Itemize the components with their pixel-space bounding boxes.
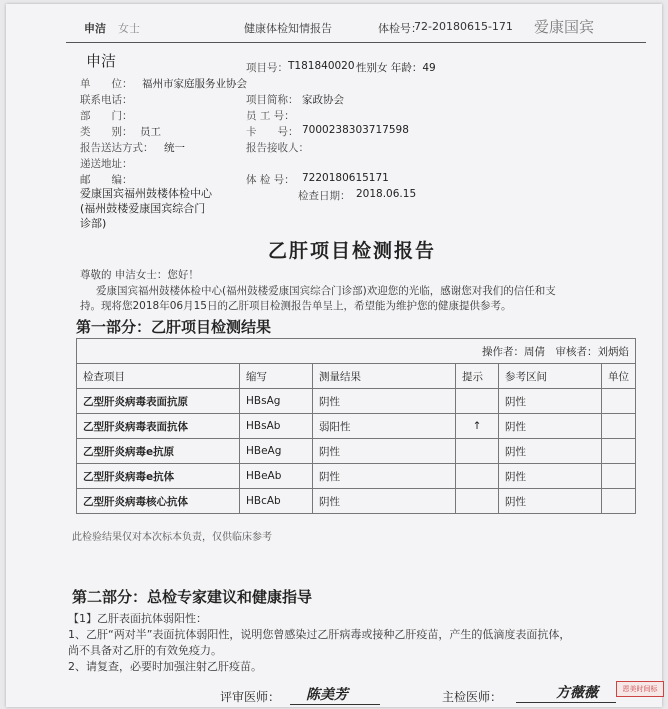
- center-line-3: 诊部): [80, 217, 107, 230]
- category-value: 员工: [140, 126, 161, 138]
- header-exam-no: 72-20180615-171: [414, 20, 513, 33]
- advice-line-2: 尚不具备对乙肝的有效免疫力。: [68, 644, 222, 657]
- table-row: [77, 389, 636, 414]
- cell-abbr: HBsAb: [240, 414, 313, 439]
- card-value: 7000238303717598: [302, 124, 409, 136]
- table-row: [77, 464, 636, 489]
- cell-abbr: HBeAb: [240, 464, 313, 489]
- exam-id-label: 体 检 号：: [246, 174, 295, 186]
- col-header: 检查项目: [77, 364, 240, 389]
- cell-result: 阴性: [313, 439, 456, 464]
- table-header-row: [77, 364, 636, 389]
- cell-abbr: HBsAg: [240, 389, 313, 414]
- chief-label: 主检医师：: [442, 690, 503, 704]
- header-divider: [66, 42, 646, 43]
- intro-line-1: 爱康国宾福州鼓楼体检中心(福州鼓楼爱康国宾综合门诊部)欢迎您的光临，感谢您对我们的信任和支: [96, 285, 556, 297]
- advice-line-1: 1、乙肝“两对半”表面抗体弱阳性，说明您曾感染过乙肝病毒或接种乙肝疫苗，产生的低滴度表面抗体，: [68, 628, 571, 641]
- header-exam-no-label: 体检号：: [378, 22, 422, 35]
- postcode-label: 邮 编：: [80, 174, 133, 186]
- report-title: 乙肝项目检测报告: [268, 240, 437, 262]
- cell-abbr: HBcAb: [240, 489, 313, 514]
- receiver-label: 报告接收人：: [246, 142, 309, 154]
- col-header: 参考区间: [499, 364, 602, 389]
- center-line-2: (福州鼓楼爱康国宾综合门: [80, 202, 206, 215]
- address-label: 递送地址：: [80, 158, 133, 170]
- center-line-1: 爱康国宾福州鼓楼体检中心: [80, 187, 212, 200]
- table-row: [77, 439, 636, 464]
- table-row: [77, 489, 636, 514]
- part2-title: 第二部分：总检专家建议和健康指导: [72, 588, 313, 606]
- cell-item: 乙型肝炎病毒表面抗体: [77, 414, 240, 439]
- table-row: [77, 414, 636, 439]
- header-doc-title: 健康体检知情报告: [244, 22, 332, 35]
- intro-line-2: 持。现将您2018年06月15日的乙肝项目检测报告单呈上，希望能为维护您的健康提供参考。: [80, 300, 512, 312]
- cell-unit: [602, 389, 636, 414]
- brand-logo-text: 爱康国宾: [534, 18, 595, 36]
- reviewer-label: 评审医师：: [220, 690, 281, 704]
- project-no: T181840020: [288, 60, 355, 72]
- chief-signature: 方薇薇: [556, 685, 598, 701]
- advice-line-3: 2、请复查，必要时加强注射乙肝疫苗。: [68, 660, 262, 673]
- cell-hint: [456, 389, 499, 414]
- reviewer-underline: [290, 704, 380, 705]
- results-table: [76, 338, 636, 514]
- reviewer-signature: 陈美芳: [306, 687, 348, 703]
- part1-title: 第一部分：乙肝项目检测结果: [76, 318, 272, 336]
- greeting: 尊敬的 申洁女士：您好！: [80, 269, 199, 281]
- unit-label: 单 位：: [80, 78, 133, 90]
- unit-value: 福州市家庭服务业协会: [142, 78, 247, 90]
- disclaimer: 此检验结果仅对本次标本负责，仅供临床参考: [72, 532, 272, 543]
- cell-item: 乙型肝炎病毒表面抗原: [77, 389, 240, 414]
- cell-unit: [602, 464, 636, 489]
- cell-hint: [456, 439, 499, 464]
- category-label: 类 别：: [80, 126, 133, 138]
- header-gender: 女士: [118, 22, 140, 35]
- cell-ref: 阴性: [499, 439, 602, 464]
- gender-age: 性别女 年龄：49: [356, 62, 436, 74]
- date-label: 检查日期：: [298, 190, 351, 202]
- cell-item: 乙型肝炎病毒e抗原: [77, 439, 240, 464]
- center-name: [80, 186, 212, 231]
- col-header: 单位: [602, 364, 636, 389]
- dept-label: 部 门：: [80, 110, 133, 122]
- delivery-label: 报告送达方式：: [80, 142, 154, 154]
- cell-result: 阴性: [313, 489, 456, 514]
- cell-ref: 阴性: [499, 464, 602, 489]
- patient-name: 申洁: [86, 52, 117, 70]
- cell-item: 乙型肝炎病毒核心抗体: [77, 489, 240, 514]
- chief-underline: [516, 702, 616, 703]
- project-short-value: 家政协会: [302, 94, 344, 106]
- col-header: 提示: [456, 364, 499, 389]
- project-short-label: 项目简称：: [246, 94, 299, 106]
- date-value: 2018.06.15: [356, 188, 417, 200]
- report-paper: [6, 4, 662, 707]
- header-name: 申洁: [84, 22, 106, 35]
- delivery-value: 统一: [164, 142, 185, 154]
- cell-unit: [602, 414, 636, 439]
- col-header: 测量结果: [313, 364, 456, 389]
- cell-item: 乙型肝炎病毒e抗体: [77, 464, 240, 489]
- cell-hint: [456, 489, 499, 514]
- advice-item-title: 【1】乙肝表面抗体弱阳性：: [68, 612, 207, 625]
- cell-ref: 阴性: [499, 414, 602, 439]
- cell-hint: [456, 464, 499, 489]
- phone-label: 联系电话：: [80, 94, 133, 106]
- cell-unit: [602, 439, 636, 464]
- cell-ref: 阴性: [499, 489, 602, 514]
- cell-result: 阴性: [313, 464, 456, 489]
- cell-result: 弱阳性: [313, 414, 456, 439]
- card-label: 卡 号：: [246, 126, 299, 138]
- staff-no-label: 员 工 号：: [246, 110, 295, 122]
- cell-result: 阴性: [313, 389, 456, 414]
- cell-abbr: HBeAg: [240, 439, 313, 464]
- col-header: 缩写: [240, 364, 313, 389]
- cell-hint: ↑: [456, 414, 499, 439]
- operator-cell: 操作者：周倩 审核者：刘炳焰: [77, 339, 636, 364]
- exam-id-value: 7220180615171: [302, 172, 389, 184]
- project-label: 项目号：: [246, 62, 288, 74]
- cell-ref: 阴性: [499, 389, 602, 414]
- watermark-stamp: 恩美时间标: [616, 681, 664, 697]
- cell-unit: [602, 489, 636, 514]
